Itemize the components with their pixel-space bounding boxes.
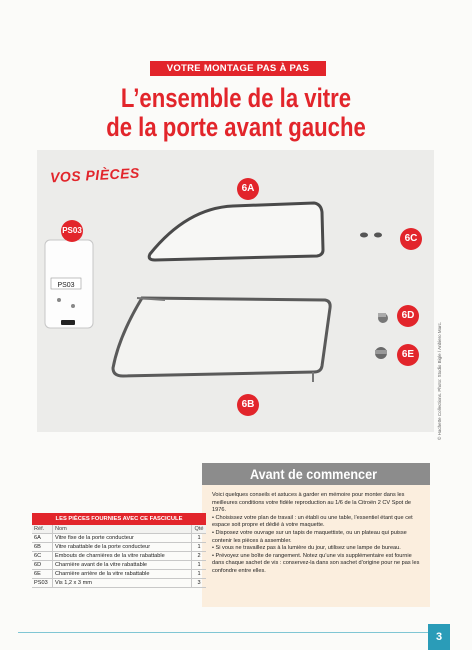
table-header-row [32,525,206,534]
cell-qte: 1 [192,561,207,570]
cell-nom: Embouts de charnières de la vitre rabattable [53,552,192,561]
cell-nom: Vis 1,2 x 3 mm [53,579,192,588]
page-number: 3 [428,624,450,650]
part-6d-hinge [378,313,388,323]
parts-table-block [32,513,206,588]
parts-illustration [37,150,434,432]
vos-pieces-label: VOS PIÈCES [49,164,141,186]
cell-nom: Vitre rabattable de la porte conducteur [53,543,192,552]
cell-ref: 6E [32,570,53,579]
col-ref-header: Réf. [32,525,53,534]
part-6a-window-frame [149,203,323,260]
part-6c-end-caps [360,233,382,238]
avant-paragraph: Voici quelques conseils et astuces à garder en mémoire pour monter dans les meilleures conditions votre fidèle reproduction au 1/6 de la Citroën 2 CV Spot de 1976. [212,492,412,514]
page-title-line-2: de la porte avant gauche [106,112,366,142]
photo-credit: © Hachette Collections. Photo: Studio Bigle / Anbiero Marc. [437,321,442,440]
cell-qte: 3 [192,579,207,588]
avant-paragraph: • Disposez votre ouvrage sur un tapis de maquettiste, ou un plateau qui puisse contenir les pièces à assembler. [212,529,407,544]
cell-nom: Vitre fixe de la porte conducteur [53,534,192,543]
section-banner: VOTRE MONTAGE PAS À PAS [150,61,326,76]
table-row [32,579,206,588]
table-row [32,534,206,543]
parts-photo [37,150,434,432]
badge-ps03: PS03 [61,220,83,242]
cell-ref: 6D [32,561,53,570]
table-row [32,570,206,579]
cell-ref: 6C [32,552,53,561]
badge-6a: 6A [237,178,259,200]
badge-6c: 6C [400,228,422,250]
avant-body [212,492,424,576]
table-row [32,543,206,552]
avant-paragraph: • Prévoyez une boîte de rangement. Notez qu’une vis supplémentaire est fournie dans chaque sachet de vis : conservez-la dans son sachet d’origine pour ne pas les confondre entre elles. [212,552,420,574]
cell-qte: 1 [192,543,207,552]
badge-6e: 6E [397,344,419,366]
part-6e-hinge [375,347,387,359]
parts-table [32,525,206,588]
page-title-line-1: L’ensemble de la vitre [120,83,352,113]
cell-qte: 2 [192,552,207,561]
col-qte-header: Qté [192,525,207,534]
cell-qte: 1 [192,570,207,579]
cell-nom: Charnière arrière de la vitre rabattable [53,570,192,579]
avant-heading: Avant de commencer [202,463,430,485]
footer-rule [18,632,428,633]
cell-nom: Charnière avant de la vitre rabattable [53,561,192,570]
col-nom-header: Nom [53,525,192,534]
cell-ref: 6A [32,534,53,543]
avant-paragraph: • Choisissez votre plan de travail : un établi ou une table, l’essentiel étant que cet espace soit propre et dédié à votre maquette. [212,514,413,529]
ps03-bag-label: PS03 [57,282,75,289]
badge-6d: 6D [397,305,419,327]
avant-de-commencer-box [202,463,430,607]
cell-ref: PS03 [32,579,53,588]
cell-ref: 6B [32,543,53,552]
part-6b-window-frame [113,298,330,376]
table-row [32,552,206,561]
avant-paragraph: • Si vous ne travaillez pas à la lumière du jour, utilisez une lampe de bureau. [212,545,401,552]
cell-qte: 1 [192,534,207,543]
table-row [32,561,206,570]
page-title [75,84,396,142]
badge-6b: 6B [237,394,259,416]
parts-table-title: LES PIÈCES FOURNIES AVEC CE FASCICULE [32,513,206,525]
